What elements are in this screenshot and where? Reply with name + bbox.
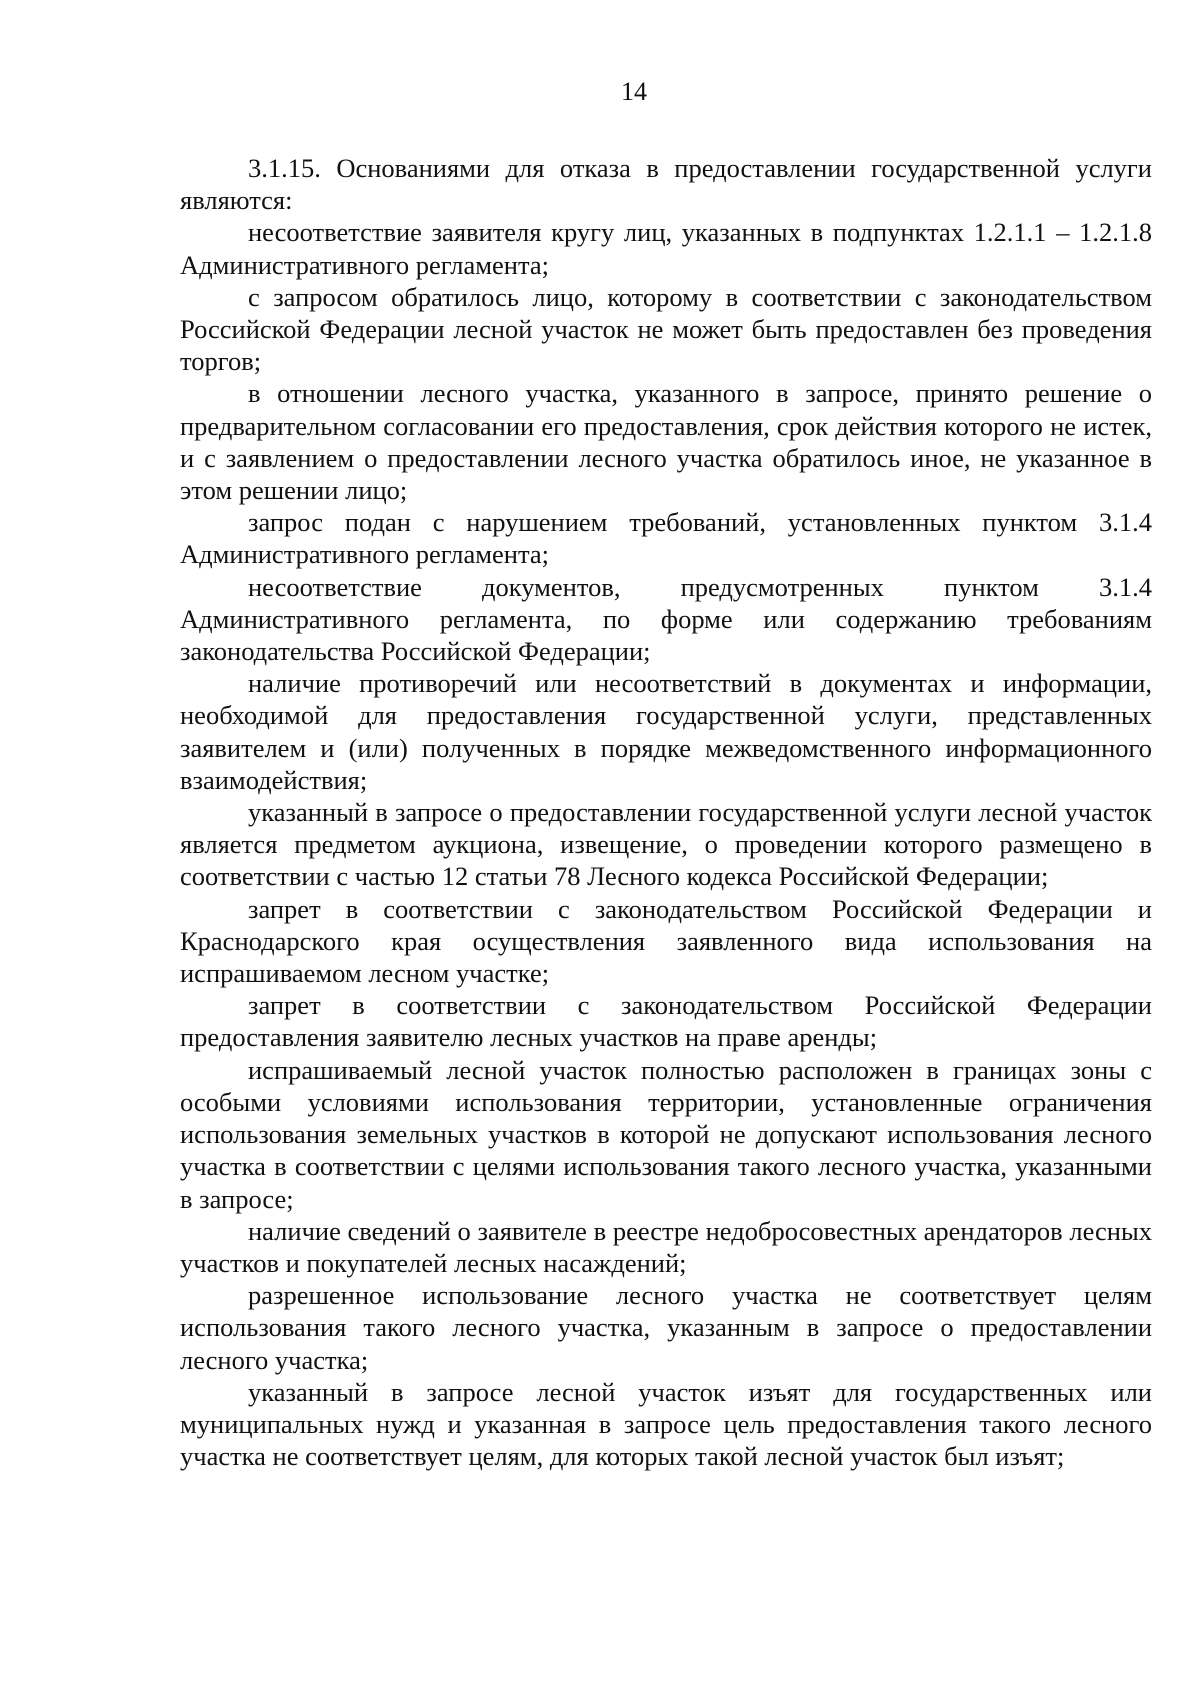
document-body — [180, 152, 1152, 1472]
paragraph-auction-subject: указанный в запросе о предоставлении государственной услуги лесной участок является предметом аукциона, извещение, о проведении которого размещено в соответствии с частью 12 статьи 78 Лесного кодекса Российской Федерации; — [180, 797, 1152, 892]
paragraph-special-zone: испрашиваемый лесной участок полностью расположен в границах зоны с особыми условиями использования территории, установленные ограничения использования земельных участков в которой не допускают использования лесного участка в соответствии с целями использования такого лесного участка, указанными в запросе; — [180, 1054, 1152, 1214]
paragraph-no-auction-ineligible: с запросом обратилось лицо, которому в соответствии с законодательством Российской Федерации лесной участок не может быть предоставлен без проведения торгов; — [180, 281, 1152, 377]
paragraph-unfair-tenant-registry: наличие сведений о заявителе в реестре недобросовестных арендаторов лесных участков и покупателей лесных насаждений; — [180, 1215, 1152, 1278]
paragraph-request-violation: запрос подан с нарушением требований, установленных пунктом 3.1.4 Административного регламента; — [180, 507, 1152, 570]
paragraph-seized-plot: указанный в запросе лесной участок изъят для государственных или муниципальных нужд и указанная в запросе цель предоставления такого лесного участка не соответствует целям, для которых такой лесной участок был изъят; — [180, 1376, 1152, 1472]
paragraph-permitted-use-mismatch: разрешенное использование лесного участка не соответствует целям использования такого лесного участка, указанным в запросе о предоставлении лесного участка; — [180, 1280, 1152, 1375]
paragraph-contradictions: наличие противоречий или несоответствий в документах и информации, необходимой для предоставления государственной услуги, представленных заявителем и (или) полученных в порядке межведомственного информационного взаимодействия; — [180, 668, 1152, 795]
paragraph-refusal-grounds-intro: 3.1.15. Основаниями для отказа в предоставлении государственной услуги являются: — [180, 153, 1152, 216]
paragraph-documents-mismatch: несоответствие документов, предусмотренных пунктом 3.1.4 Административного регламента, по форме или содержанию требованиям законодательства Российской Федерации; — [180, 571, 1152, 667]
page-number: 14 — [621, 77, 647, 106]
paragraph-lease-prohibition: запрет в соответствии с законодательством Российской Федерации предоставления заявителю лесных участков на праве аренды; — [180, 990, 1152, 1053]
paragraph-applicant-mismatch: несоответствие заявителя кругу лиц, указанных в подпунктах 1.2.1.1 – 1.2.1.8 Административного регламента; — [180, 217, 1152, 280]
paragraph-usage-prohibition: запрет в соответствии с законодательством Российской Федерации и Краснодарского края осуществления заявленного вида использования на испрашиваемом лесном участке; — [180, 893, 1152, 989]
paragraph-prior-approval-decision: в отношении лесного участка, указанного в запросе, принято решение о предварительном согласовании его предоставления, срок действия которого не истек, и с заявлением о предоставлении лесного участка обратилось иное, не указанное в этом решении лицо; — [180, 378, 1152, 506]
